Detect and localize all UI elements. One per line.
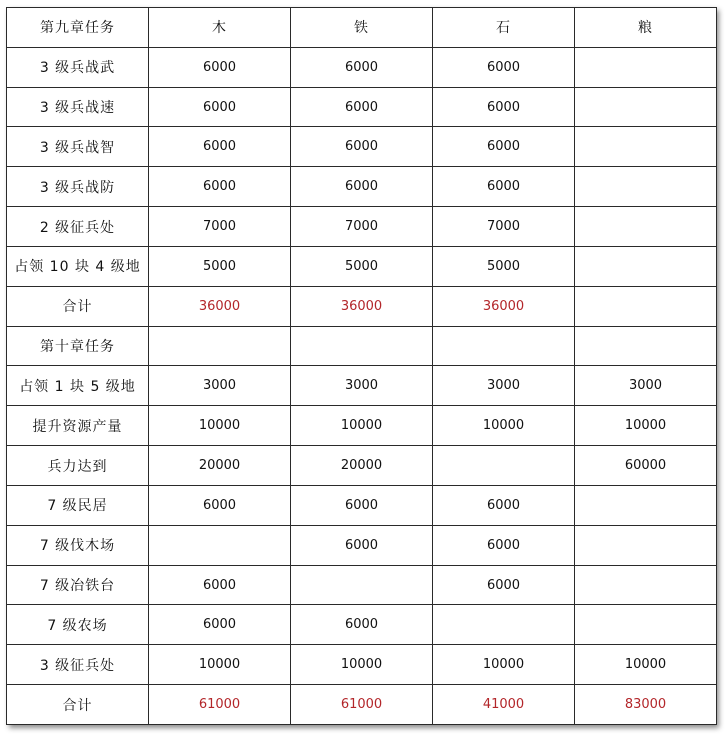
stone-value-cell: 6000 [433, 485, 575, 525]
wood-value-cell: 10000 [149, 645, 291, 685]
grain-value-cell [575, 246, 717, 286]
iron-value-cell: 20000 [291, 446, 433, 486]
wood-value-cell: 6000 [149, 47, 291, 87]
grain-value-cell: 10000 [575, 406, 717, 446]
table-row [7, 87, 717, 127]
total-label-cell: 合计 [7, 286, 149, 326]
stone-value-cell: 36000 [433, 286, 575, 326]
stone-value-cell: 6000 [433, 127, 575, 167]
table-row [7, 47, 717, 87]
grain-value-cell [575, 167, 717, 207]
header-task-cell: 第九章任务 [7, 8, 149, 48]
wood-value-cell: 5000 [149, 246, 291, 286]
stone-value-cell: 6000 [433, 87, 575, 127]
grain-value-cell [575, 87, 717, 127]
stone-value-cell: 3000 [433, 366, 575, 406]
grain-value-cell [575, 207, 717, 247]
task-label-cell: 3 级兵战武 [7, 47, 149, 87]
task-label-cell: 3 级征兵处 [7, 645, 149, 685]
iron-value-cell: 6000 [291, 87, 433, 127]
table-row [7, 167, 717, 207]
stone-value-cell [433, 446, 575, 486]
wood-value-cell: 6000 [149, 127, 291, 167]
table-row [7, 246, 717, 286]
table-row [7, 406, 717, 446]
wood-value-cell: 61000 [149, 685, 291, 725]
grain-value-cell [575, 485, 717, 525]
resource-table [6, 7, 717, 725]
grain-value-cell [575, 565, 717, 605]
wood-value-cell: 6000 [149, 565, 291, 605]
stone-value-cell: 6000 [433, 167, 575, 207]
iron-value-cell: 10000 [291, 645, 433, 685]
task-label-cell: 7 级伐木场 [7, 525, 149, 565]
grain-value-cell [575, 286, 717, 326]
wood-value-cell [149, 525, 291, 565]
iron-value-cell: 6000 [291, 525, 433, 565]
resource-table-frame [6, 7, 716, 725]
iron-value-cell: 3000 [291, 366, 433, 406]
stone-value-cell: 41000 [433, 685, 575, 725]
table-row [7, 485, 717, 525]
task-label-cell: 7 级民居 [7, 485, 149, 525]
table-row [7, 565, 717, 605]
table-row [7, 207, 717, 247]
task-label-cell: 3 级兵战智 [7, 127, 149, 167]
task-label-cell: 3 级兵战速 [7, 87, 149, 127]
table-row [7, 525, 717, 565]
table-row [7, 326, 717, 366]
wood-value-cell: 6000 [149, 605, 291, 645]
stone-value-cell: 6000 [433, 525, 575, 565]
iron-value-cell: 6000 [291, 47, 433, 87]
iron-value-cell: 7000 [291, 207, 433, 247]
total-label-cell: 合计 [7, 685, 149, 725]
grain-value-cell: 83000 [575, 685, 717, 725]
grain-value-cell: 60000 [575, 446, 717, 486]
table-row [7, 127, 717, 167]
grain-value-cell: 10000 [575, 645, 717, 685]
total-row [7, 685, 717, 725]
iron-value-cell: 61000 [291, 685, 433, 725]
total-row [7, 286, 717, 326]
grain-value-cell [575, 326, 717, 366]
grain-value-cell [575, 127, 717, 167]
wood-value-cell: 3000 [149, 366, 291, 406]
stone-value-cell [433, 326, 575, 366]
table-row [7, 605, 717, 645]
stone-value-cell: 10000 [433, 645, 575, 685]
wood-value-cell: 20000 [149, 446, 291, 486]
header-iron-cell: 铁 [291, 8, 433, 48]
wood-value-cell: 6000 [149, 167, 291, 207]
header-wood-cell: 木 [149, 8, 291, 48]
wood-value-cell: 6000 [149, 485, 291, 525]
table-row [7, 645, 717, 685]
table-row [7, 446, 717, 486]
wood-value-cell [149, 326, 291, 366]
stone-value-cell: 5000 [433, 246, 575, 286]
table-row [7, 366, 717, 406]
task-label-cell: 2 级征兵处 [7, 207, 149, 247]
wood-value-cell: 10000 [149, 406, 291, 446]
stone-value-cell: 6000 [433, 565, 575, 605]
iron-value-cell [291, 326, 433, 366]
task-label-cell: 提升资源产量 [7, 406, 149, 446]
iron-value-cell: 5000 [291, 246, 433, 286]
stone-value-cell: 7000 [433, 207, 575, 247]
wood-value-cell: 36000 [149, 286, 291, 326]
wood-value-cell: 6000 [149, 87, 291, 127]
iron-value-cell [291, 565, 433, 605]
iron-value-cell: 6000 [291, 605, 433, 645]
grain-value-cell: 3000 [575, 366, 717, 406]
header-grain-cell: 粮 [575, 8, 717, 48]
iron-value-cell: 6000 [291, 167, 433, 207]
task-label-cell: 占领 1 块 5 级地 [7, 366, 149, 406]
iron-value-cell: 10000 [291, 406, 433, 446]
table-header-row [7, 8, 717, 48]
iron-value-cell: 6000 [291, 485, 433, 525]
task-label-cell: 7 级农场 [7, 605, 149, 645]
stone-value-cell [433, 605, 575, 645]
iron-value-cell: 6000 [291, 127, 433, 167]
grain-value-cell [575, 605, 717, 645]
stone-value-cell: 6000 [433, 47, 575, 87]
header-stone-cell: 石 [433, 8, 575, 48]
task-label-cell: 3 级兵战防 [7, 167, 149, 207]
task-label-cell: 第十章任务 [7, 326, 149, 366]
grain-value-cell [575, 525, 717, 565]
iron-value-cell: 36000 [291, 286, 433, 326]
stone-value-cell: 10000 [433, 406, 575, 446]
grain-value-cell [575, 47, 717, 87]
task-label-cell: 占领 10 块 4 级地 [7, 246, 149, 286]
wood-value-cell: 7000 [149, 207, 291, 247]
task-label-cell: 兵力达到 [7, 446, 149, 486]
task-label-cell: 7 级冶铁台 [7, 565, 149, 605]
